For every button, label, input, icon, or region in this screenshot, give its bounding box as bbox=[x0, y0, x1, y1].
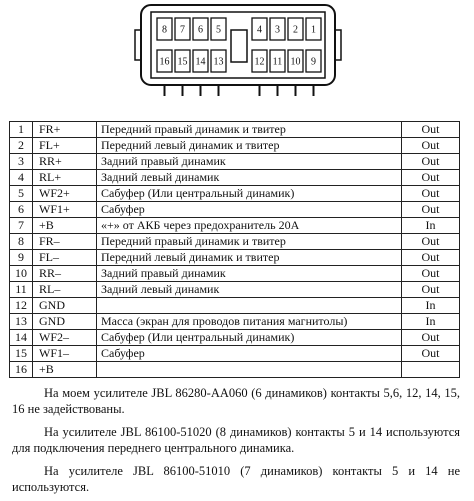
pin-label: 6 bbox=[198, 24, 203, 36]
pin-description: Задний левый динамик bbox=[97, 282, 402, 298]
pin-description: Сабуфер (Или центральный динамик) bbox=[97, 186, 402, 202]
pin-label: 15 bbox=[177, 56, 188, 68]
pin-signal: WF2+ bbox=[33, 186, 97, 202]
pin-signal: WF1+ bbox=[33, 202, 97, 218]
pin-direction: Out bbox=[402, 170, 460, 186]
pin-direction bbox=[402, 362, 460, 378]
pin-label: 14 bbox=[195, 56, 206, 68]
table-row bbox=[10, 234, 460, 250]
pin-label: 8 bbox=[162, 24, 167, 36]
note-1: На моем усилителе JBL 86280-AA060 (6 динамиков) контакты 5,6, 12, 14, 15, 16 не задействованы. bbox=[12, 386, 460, 417]
pin-signal: RL– bbox=[33, 282, 97, 298]
pin-label: 10 bbox=[290, 56, 301, 68]
pin-signal: RR– bbox=[33, 266, 97, 282]
pin-signal: FR+ bbox=[33, 122, 97, 138]
pin-label: 13 bbox=[213, 56, 224, 68]
pin-label: 11 bbox=[272, 56, 283, 68]
table-row bbox=[10, 266, 460, 282]
table-row bbox=[10, 122, 460, 138]
pin-label: 12 bbox=[254, 56, 265, 68]
pin-signal: WF2– bbox=[33, 330, 97, 346]
pin-direction: Out bbox=[402, 234, 460, 250]
pin-signal: +B bbox=[33, 218, 97, 234]
pin-description: Задний правый динамик bbox=[97, 266, 402, 282]
pin-signal: FR– bbox=[33, 234, 97, 250]
pin-description: Передний левый динамик и твитер bbox=[97, 250, 402, 266]
pin-number: 4 bbox=[10, 170, 33, 186]
pin-description: Задний правый динамик bbox=[97, 154, 402, 170]
pin-label: 4 bbox=[257, 24, 262, 36]
pin-number: 1 bbox=[10, 122, 33, 138]
table-row bbox=[10, 362, 460, 378]
pin-description: Передний правый динамик и твитер bbox=[97, 122, 402, 138]
pin-description bbox=[97, 362, 402, 378]
pin-direction: Out bbox=[402, 186, 460, 202]
pin-number: 2 bbox=[10, 138, 33, 154]
pin-description: Передний правый динамик и твитер bbox=[97, 234, 402, 250]
pin-direction: Out bbox=[402, 346, 460, 362]
pin-number: 5 bbox=[10, 186, 33, 202]
connector-inner-frame bbox=[151, 12, 325, 78]
note-2: На усилителе JBL 86100-51020 (8 динамиков) контакты 5 и 14 используются для подключения переднего центрального динамика. bbox=[12, 424, 460, 456]
pin-signal: FL+ bbox=[33, 138, 97, 154]
table-row bbox=[10, 138, 460, 154]
table-row bbox=[10, 298, 460, 314]
pin-number: 16 bbox=[10, 362, 33, 378]
pin-number: 3 bbox=[10, 154, 33, 170]
pin-description: «+» от АКБ через предохранитель 20А bbox=[97, 218, 402, 234]
pin-direction: Out bbox=[402, 122, 460, 138]
connector-housing bbox=[141, 5, 335, 85]
pin-label: 1 bbox=[311, 24, 316, 36]
pin-number: 7 bbox=[10, 218, 33, 234]
pin-description: Передний левый динамик и твитер bbox=[97, 138, 402, 154]
pin-direction: In bbox=[402, 218, 460, 234]
pin-label: 2 bbox=[293, 24, 298, 36]
pin-direction: Out bbox=[402, 250, 460, 266]
pin-direction: In bbox=[402, 314, 460, 330]
pin-signal: RL+ bbox=[33, 170, 97, 186]
pin-description: Масса (экран для проводов питания магнитолы) bbox=[97, 314, 402, 330]
pin-number: 13 bbox=[10, 314, 33, 330]
pin-signal: FL– bbox=[33, 250, 97, 266]
pin-direction: Out bbox=[402, 330, 460, 346]
pin-number: 6 bbox=[10, 202, 33, 218]
pin-table bbox=[9, 121, 460, 378]
pin-description bbox=[97, 298, 402, 314]
table-row bbox=[10, 282, 460, 298]
pin-number: 15 bbox=[10, 346, 33, 362]
table-row bbox=[10, 314, 460, 330]
pin-signal: GND bbox=[33, 314, 97, 330]
pin-description: Сабуфер bbox=[97, 202, 402, 218]
pin-number: 14 bbox=[10, 330, 33, 346]
pin-label: 7 bbox=[180, 24, 185, 36]
pin-description: Сабуфер (Или центральный динамик) bbox=[97, 330, 402, 346]
pin-direction: In bbox=[402, 298, 460, 314]
table-row bbox=[10, 202, 460, 218]
pin-direction: Out bbox=[402, 138, 460, 154]
pin-direction: Out bbox=[402, 266, 460, 282]
table-row bbox=[10, 330, 460, 346]
pin-number: 12 bbox=[10, 298, 33, 314]
pin-number: 9 bbox=[10, 250, 33, 266]
table-row bbox=[10, 170, 460, 186]
note-3: На усилителе JBL 86100-51010 (7 динамиков) контакты 5 и 14 не используются. bbox=[12, 463, 460, 495]
pin-label: 9 bbox=[311, 56, 316, 68]
pin-description: Сабуфер bbox=[97, 346, 402, 362]
table-row bbox=[10, 218, 460, 234]
pin-direction: Out bbox=[402, 154, 460, 170]
table-row bbox=[10, 346, 460, 362]
pin-signal: WF1– bbox=[33, 346, 97, 362]
table-row bbox=[10, 154, 460, 170]
pin-number: 11 bbox=[10, 282, 33, 298]
pin-signal: +B bbox=[33, 362, 97, 378]
pin-number: 10 bbox=[10, 266, 33, 282]
table-row bbox=[10, 250, 460, 266]
pin-description: Задний левый динамик bbox=[97, 170, 402, 186]
pin-label: 16 bbox=[159, 56, 170, 68]
pin-direction: Out bbox=[402, 282, 460, 298]
pin-label: 5 bbox=[216, 24, 221, 36]
pin-signal: GND bbox=[33, 298, 97, 314]
pin-direction: Out bbox=[402, 202, 460, 218]
connector-key bbox=[231, 30, 247, 62]
pin-signal: RR+ bbox=[33, 154, 97, 170]
table-row bbox=[10, 186, 460, 202]
notes bbox=[12, 385, 460, 501]
pin-number: 8 bbox=[10, 234, 33, 250]
pin-label: 3 bbox=[275, 24, 280, 36]
connector-diagram bbox=[0, 0, 474, 110]
